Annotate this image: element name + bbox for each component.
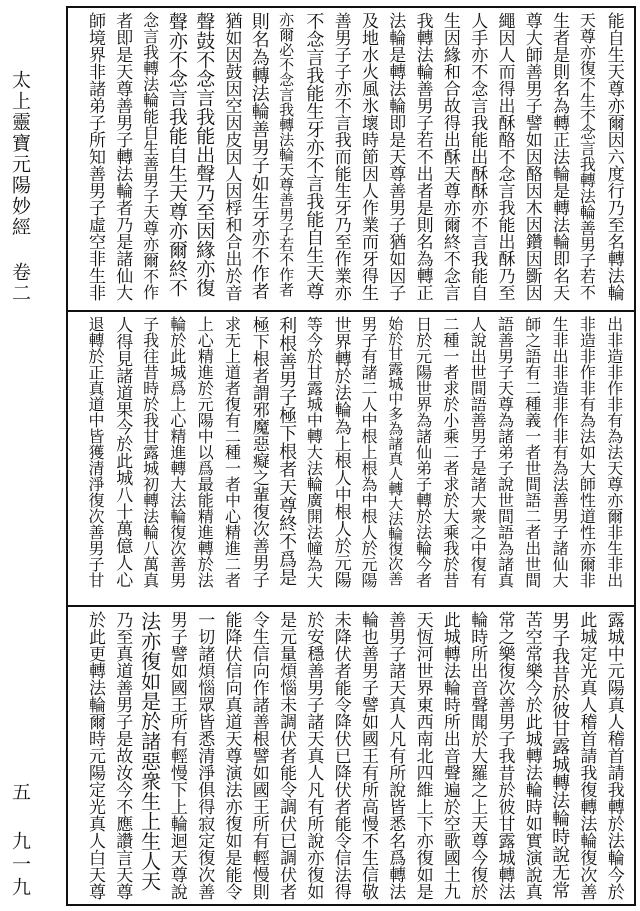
text-panel-middle (66, 316, 636, 601)
text-column: 亦爾必不念言我轉法輪天尊善男子若不作者 (277, 12, 296, 297)
text-column: 子我往昔時於我甘露城初轉法輪八萬真 (140, 316, 160, 588)
text-column: 求无上道者復有二種一者中心精進二者 (222, 316, 242, 588)
text-column: 此城定光真人稽首請我復轉法輪復次善 (576, 611, 597, 900)
panel-divider-2 (66, 605, 636, 607)
text-column: 者即是天尊善男子轉法輪者乃是諸仙大 (112, 12, 133, 301)
text-column: 念言我轉法輪能自生善男子天尊亦爾不作 (140, 12, 160, 300)
text-column: 尊大師善男子譬如因酪因木因鑽因斵因 (521, 12, 542, 301)
text-column: 語善男子天尊為諸弟子說世間語為諸真 (495, 316, 515, 588)
text-column: 生因緣和合故得出酥天尊亦爾終不念言 (439, 12, 460, 301)
text-column: 善男子諸天真人凡有所說皆悉名爲轉法 (385, 611, 406, 900)
text-column: 極下根者謂邪魔惡癡之輩復次善男子 (248, 316, 269, 588)
text-column: 令生信向作諸善根譬如國王所有輕慢則 (248, 611, 269, 900)
text-column: 天尊亦復不生不念言我轉法輪善男子若不 (577, 12, 597, 300)
text-column: 於此更轉法輪爾時元陽定光真人白天尊 (85, 611, 105, 900)
text-column: 聲鼓不念言我能出聲乃至因緣亦復 (193, 12, 216, 297)
text-column: 日於元陽世界為諸仙弟子轉於法輪今者 (413, 316, 433, 588)
text-column: 繩因人而得出酥酪不念言我能出酥乃至 (494, 12, 515, 301)
text-column: 能自生天尊亦爾因六度行乃至名轉法輪 (603, 12, 624, 301)
text-column: 聲亦不念言我能自生天尊亦爾終不 (165, 12, 188, 297)
text-column: 能降伏信向真道天尊演法亦復如是能令 (221, 611, 242, 900)
text-column: 輪也善男子譬如國王有所高慢不生信敬 (358, 611, 378, 900)
text-column: 人得見諸道果今於此城八十萬億人心 (112, 316, 133, 588)
text-column: 等今於甘露城中轉大法輪廣開法幢為大 (304, 316, 324, 588)
text-column: 是元量煩惱未調伏者能令調伏已調伏者 (276, 611, 297, 900)
text-column: 不念言我能生牙亦不言我能自生天尊 (303, 12, 325, 300)
text-column: 法輪是轉法輪即是天尊善男子猶如因子 (385, 12, 406, 301)
text-column: 世界轉於法輪為上根人中根人於元陽 (330, 316, 351, 588)
text-column: 男子有諸二人中根上根為中根人於元陽 (359, 316, 378, 588)
text-column: 出非造非作非有為法天尊亦爾非生非出 (604, 316, 624, 588)
text-column: 男子譬如國王所有輕慢下上輪迴天尊說 (166, 611, 187, 900)
page-number: 五 九一九 (9, 782, 31, 900)
text-panel-bottom (66, 611, 636, 903)
text-column: 及地水火風氷壞時節因人作業而牙得生 (358, 12, 378, 301)
book-title: 太上靈寶元陽妙經 卷二 (9, 70, 31, 304)
text-column: 生非出非造非作非有為法善男子諸仙大 (550, 316, 570, 588)
text-column: 此城轉法輪時所出音聲遍於空歌國土九 (439, 611, 460, 900)
text-column: 未降伏者能令降伏已降伏者能令信法得 (330, 611, 351, 900)
text-column: 人手亦不念言我能出酥酥亦不言我能自 (467, 12, 488, 301)
text-column: 非造非作非有為法如大師性道性亦爾非 (577, 316, 597, 588)
text-column: 善男子子亦不言我而能生牙乃至作業亦 (330, 12, 351, 301)
text-column: 猶如因鼓因空因皮因人因桴和合出於音 (221, 12, 242, 301)
text-column: 二種一者求於小乘二者求於大乘我於昔 (440, 316, 460, 588)
text-column: 始於甘露城中多為諸真人轉大法輪復次善 (386, 316, 405, 586)
text-column: 退轉於正真道中皆獲清淨復次善男子甘 (86, 316, 105, 588)
text-column: 乃至真道善男子是故汝今不應讚言天尊 (112, 611, 133, 900)
text-column: 男子我昔於彼甘露城轉法輪時說无常 (549, 611, 571, 899)
text-column: 法亦復如是於諸惡衆生上生人天 (137, 611, 162, 891)
text-column: 我轉法輪善男子若不出者是則名為轉正 (412, 12, 433, 301)
text-column: 苦空常樂今於此城轉法輪時如實演說真 (521, 611, 542, 900)
text-column: 師境界非諸弟子所知善男子虛空非生非 (85, 12, 105, 301)
text-column: 天恆河世界東西南北四維上下亦復如是 (412, 611, 433, 900)
text-column: 輪時所出音聲聞於大羅之上天尊今復於 (467, 611, 488, 900)
text-column: 則名為轉法輪善男子如生牙亦不作者 (248, 12, 270, 300)
text-column: 生者是則名為轉正法輪是轉法輪即名天 (549, 12, 570, 301)
text-column: 上心精進於元陽中以爲最能精進轉於法 (195, 316, 215, 588)
text-column: 師之語有二種義一者世間語二者出世間 (522, 316, 542, 588)
text-panel-top (66, 12, 636, 306)
text-column: 露城中元陽真人稽首請我轉於法輪今於 (603, 611, 624, 900)
text-column: 利根善男子極下根者天尊終不爲是 (276, 316, 298, 586)
text-column: 常之樂復次善男子我昔於彼甘露城轉法 (494, 611, 515, 900)
text-column: 輪於此城爲上心精進轉大法輪復次善男 (167, 316, 187, 588)
text-column: 一切諸煩惱眾皆悉清淨俱得寂定復次善 (194, 611, 215, 900)
text-column: 人說出世間語善男子是諸大衆之中復有 (468, 316, 488, 588)
text-column: 於安穩善男子諸天真人凡有所說亦復如 (303, 611, 324, 900)
panel-divider-1 (66, 310, 636, 312)
